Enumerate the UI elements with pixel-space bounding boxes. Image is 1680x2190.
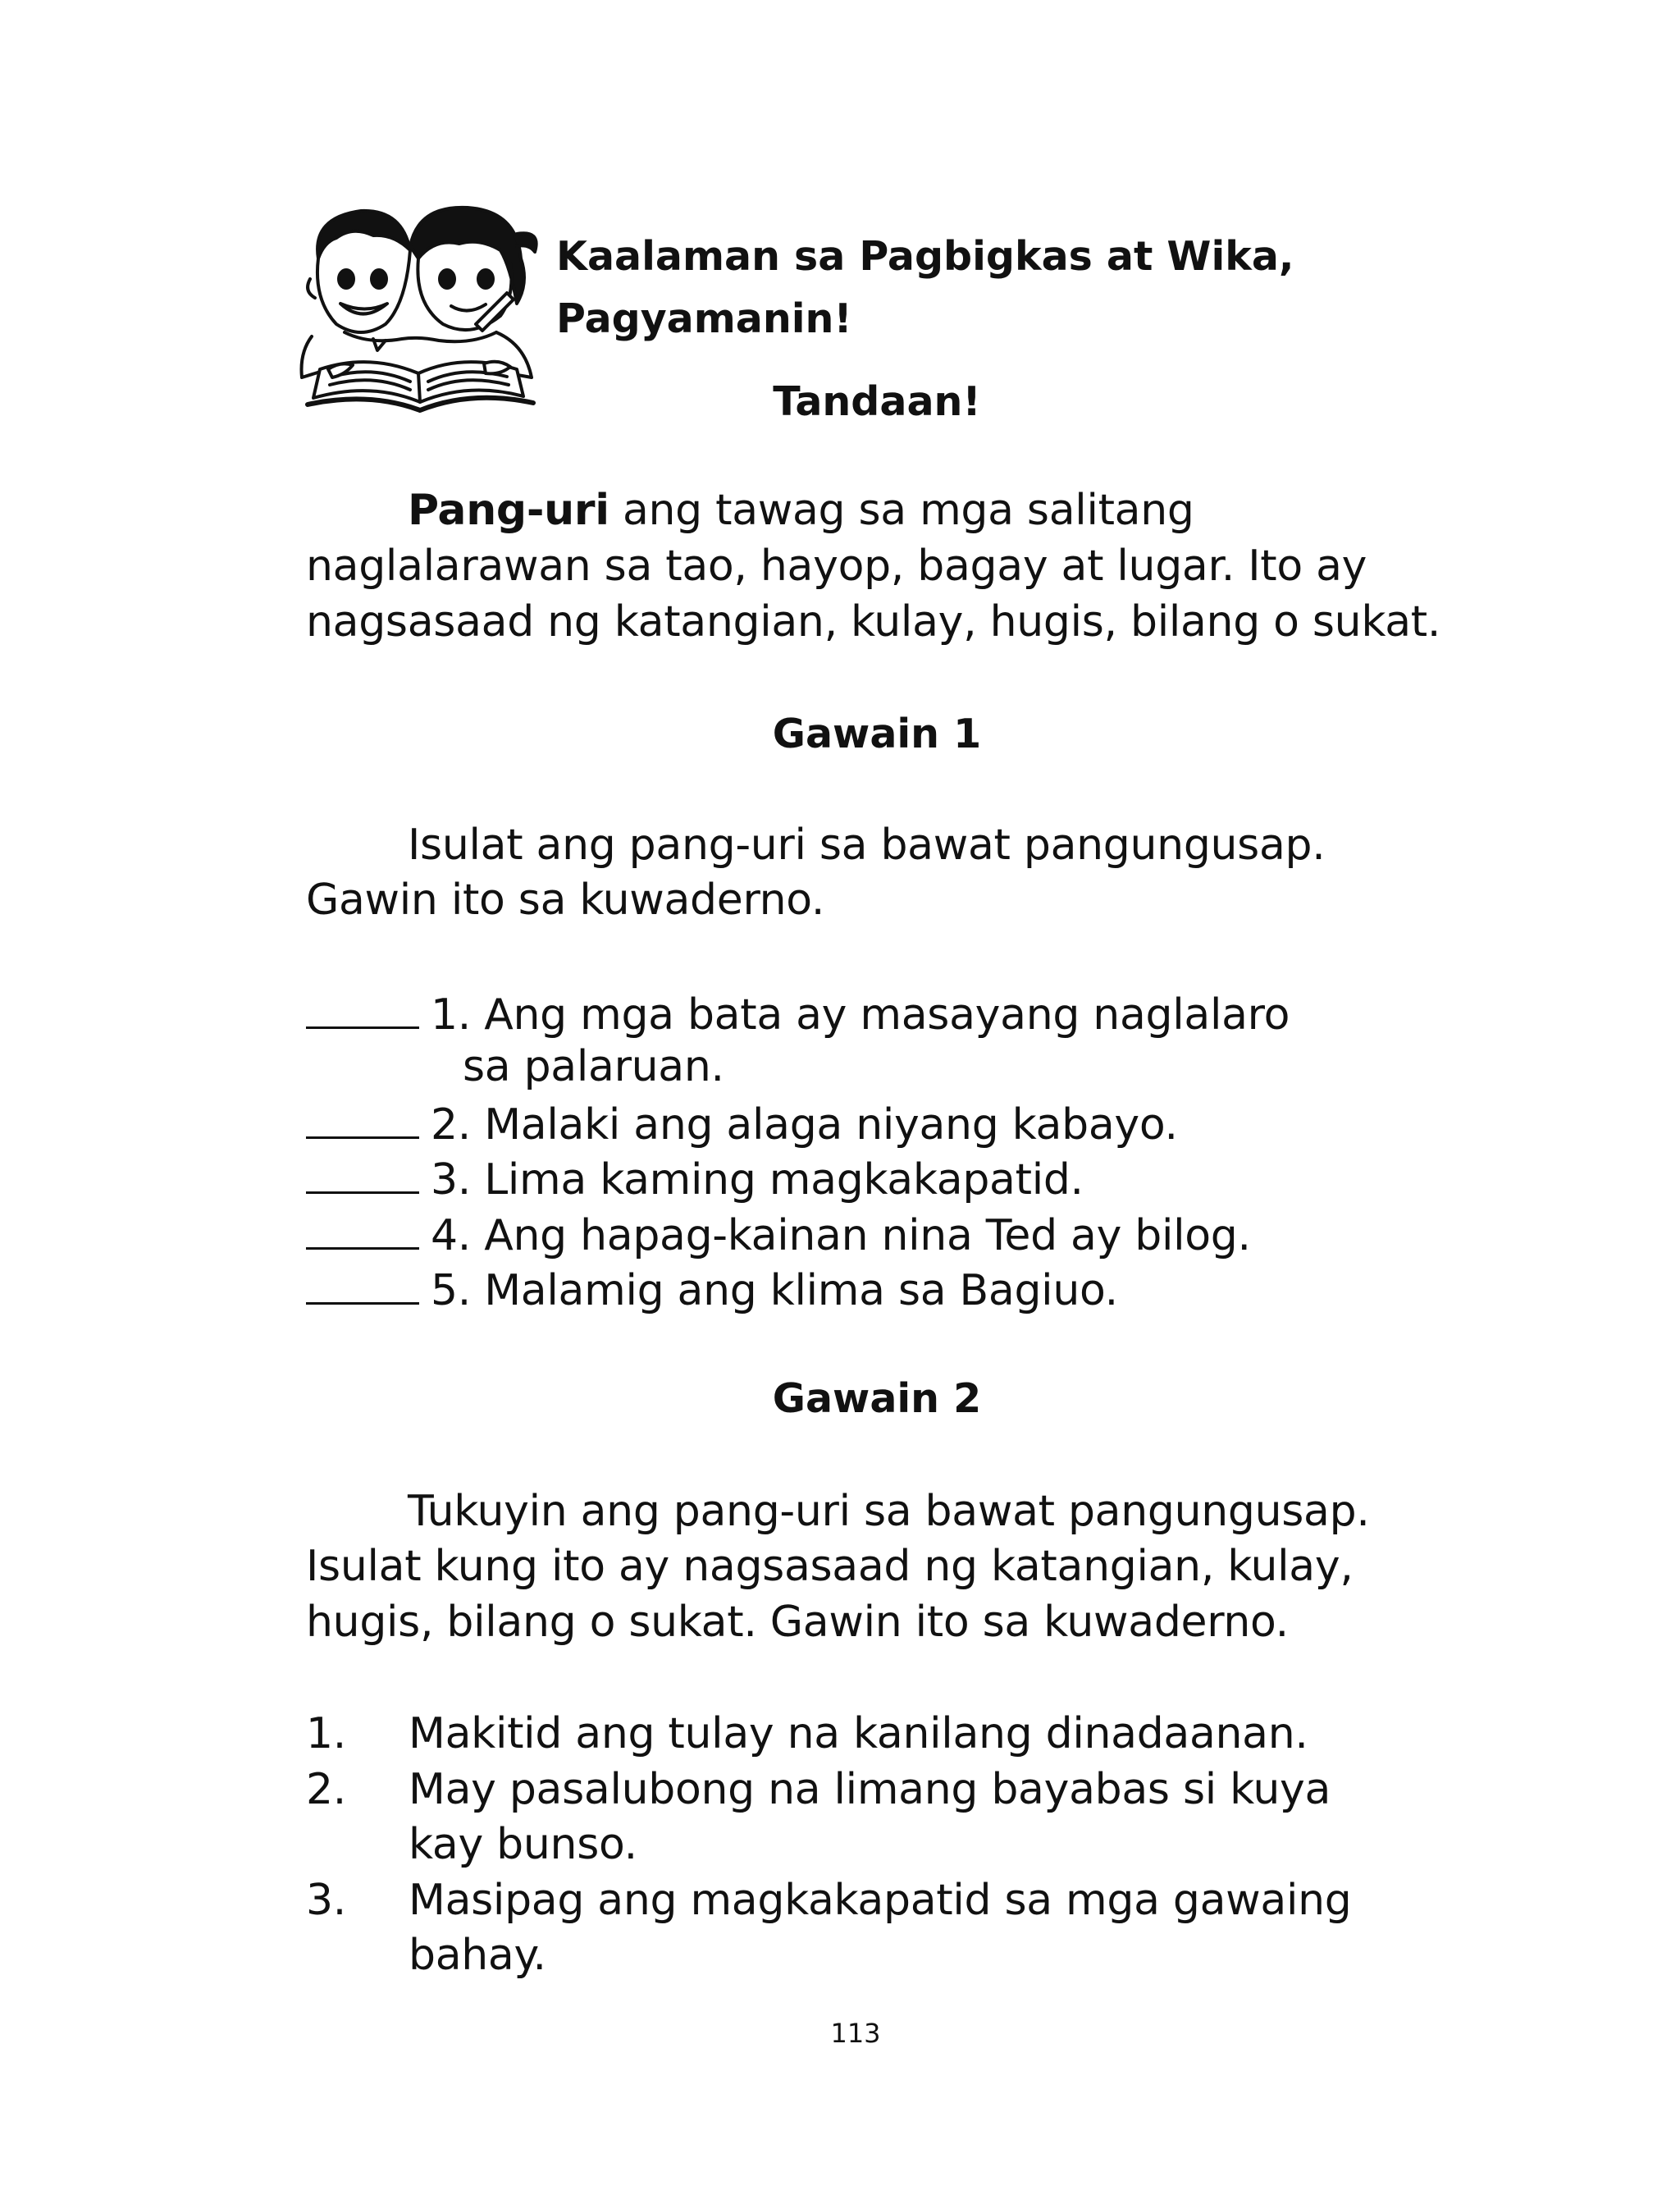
intro-line-3: nagsasaad ng katangian, kulay, hugis, bilang o sukat. <box>306 597 1441 647</box>
term-pang-uri: Pang-uri <box>408 486 609 535</box>
subtitle-tandaan: Tandaan! <box>773 378 981 425</box>
gawain-1-heading: Gawain 1 <box>772 711 982 757</box>
section-title-line2: Pagyamanin! <box>556 295 852 342</box>
gawain-2-instruction-3: hugis, bilang o sukat. Gawin ito sa kuwaderno. <box>306 1598 1289 1647</box>
item-text: 4. Ang hapag-kainan nina Ted ay bilog. <box>431 1211 1251 1260</box>
gawain-1-item-1-cont: sa palaruan. <box>463 1042 724 1091</box>
gawain-2-item-3-cont: bahay. <box>409 1931 546 1980</box>
intro-line-2: naglalarawan sa tao, hayop, bagay at lugar. Ito ay <box>306 542 1367 591</box>
item-number: 2. <box>306 1765 347 1814</box>
intro-line-1 <box>408 486 1194 535</box>
intro-line-1-rest: ang tawag sa mga salitang <box>609 486 1194 535</box>
item-number: 1. <box>306 1709 347 1758</box>
page-number: 113 <box>830 2018 881 2049</box>
item-text: May pasalubong na limang bayabas si kuya <box>409 1765 1331 1814</box>
item-text: 3. Lima kaming magkakapatid. <box>431 1155 1084 1205</box>
gawain-2-heading: Gawain 2 <box>772 1375 982 1422</box>
item-text: Masipag ang magkakapatid sa mga gawaing <box>409 1876 1352 1925</box>
item-number: 3. <box>306 1876 347 1925</box>
item-text: 5. Malamig ang klima sa Bagiuo. <box>431 1266 1118 1315</box>
answer-blank[interactable] <box>306 1155 419 1194</box>
gawain-2-instruction-1: Tukuyin ang pang-uri sa bawat pangungusap. <box>408 1487 1370 1536</box>
gawain-2-item-1 <box>306 1709 1308 1758</box>
answer-blank[interactable] <box>306 1100 419 1139</box>
gawain-1-item-4 <box>306 1211 1251 1260</box>
gawain-2-item-3 <box>306 1876 1352 1925</box>
gawain-1-item-3 <box>306 1155 1084 1205</box>
gawain-2-instruction-2: Isulat kung ito ay nagsasaad ng katangian, kulay, <box>306 1542 1354 1591</box>
item-text: Makitid ang tulay na kanilang dinadaanan. <box>409 1709 1308 1758</box>
item-text: 2. Malaki ang alaga niyang kabayo. <box>431 1100 1178 1150</box>
gawain-2-item-2 <box>306 1765 1331 1814</box>
answer-blank[interactable] <box>306 1211 419 1250</box>
answer-blank[interactable] <box>306 990 419 1029</box>
gawain-1-item-1 <box>306 990 1290 1040</box>
item-text: 1. Ang mga bata ay masayang naglalaro <box>431 990 1290 1040</box>
section-title: Kaalaman sa Pagbigkas at Wika, <box>556 233 1294 280</box>
gawain-1-instruction-1: Isulat ang pang-uri sa bawat pangungusap. <box>408 821 1326 870</box>
answer-blank[interactable] <box>306 1266 419 1305</box>
gawain-1-item-5 <box>306 1266 1118 1315</box>
gawain-2-item-2-cont: kay bunso. <box>409 1820 637 1869</box>
gawain-1-instruction-2: Gawin ito sa kuwaderno. <box>306 876 825 925</box>
gawain-1-item-2 <box>306 1100 1178 1150</box>
